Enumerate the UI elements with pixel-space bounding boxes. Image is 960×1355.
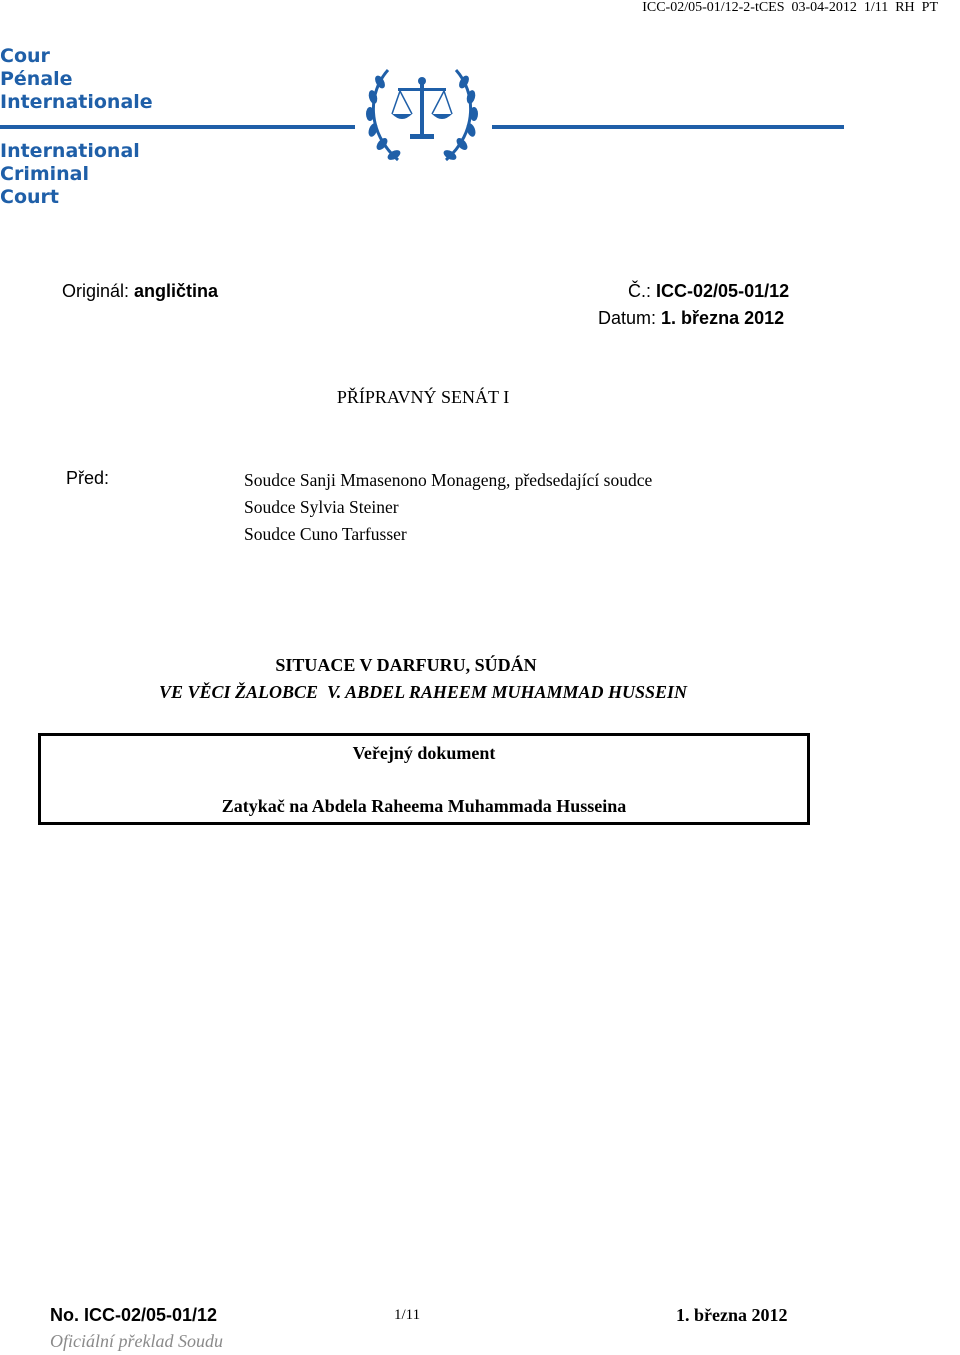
logo-line: Internationale xyxy=(0,91,153,113)
before-label: Před: xyxy=(66,468,110,488)
logo-line: Cour xyxy=(0,45,50,67)
logo-text-english xyxy=(0,140,140,209)
date-value: 1. března 2012 xyxy=(661,308,785,328)
logo-text-french xyxy=(0,45,153,114)
case-number-value: ICC-02/05-01/12 xyxy=(656,281,790,301)
logo-line: International xyxy=(0,140,140,162)
document-title: Zatykač na Abdela Raheema Muhammada Husseina xyxy=(221,796,627,816)
judges-list xyxy=(244,467,652,548)
case-number xyxy=(628,281,789,302)
logo-line: Criminal xyxy=(0,163,89,185)
document-date xyxy=(598,308,784,329)
original-label: Originál: xyxy=(62,281,130,301)
judge-name: Soudce Sanji Mmasenono Monageng, předsedající soudce xyxy=(244,470,653,490)
classification: Veřejný dokument xyxy=(352,743,496,763)
footer-date: 1. března 2012 xyxy=(676,1305,788,1325)
logo-line: Pénale xyxy=(0,68,73,90)
case-number-label: Č.: xyxy=(628,281,652,301)
judge-name: Soudce Sylvia Steiner xyxy=(244,497,399,517)
date-label: Datum: xyxy=(598,308,657,328)
chamber-title: PŘÍPRAVNÝ SENÁT I xyxy=(336,387,510,407)
judge-name: Soudce Cuno Tarfusser xyxy=(244,524,407,544)
footer-page-number: 1/11 xyxy=(394,1307,421,1323)
case-title: VE VĚCI ŽALOBCE V. ABDEL RAHEEM MUHAMMAD HUSSEIN xyxy=(159,682,687,702)
logo-line: Court xyxy=(0,186,59,208)
original-language xyxy=(62,281,218,302)
situation-title: SITUACE V DARFURU, SÚDÁN xyxy=(275,655,537,675)
logo-rule-right xyxy=(492,125,844,129)
scales-of-justice-laurel-icon xyxy=(358,62,486,172)
document-reference: ICC-02/05-01/12-2-tCES 03-04-2012 1/11 RH PT xyxy=(642,0,938,15)
document-title-box xyxy=(38,733,810,825)
footer-case-number: No. ICC-02/05-01/12 xyxy=(50,1305,218,1325)
original-value: angličtina xyxy=(134,281,219,301)
logo-rule-left xyxy=(0,125,355,129)
footer-translation-note: Oficiální překlad Soudu xyxy=(50,1331,223,1351)
